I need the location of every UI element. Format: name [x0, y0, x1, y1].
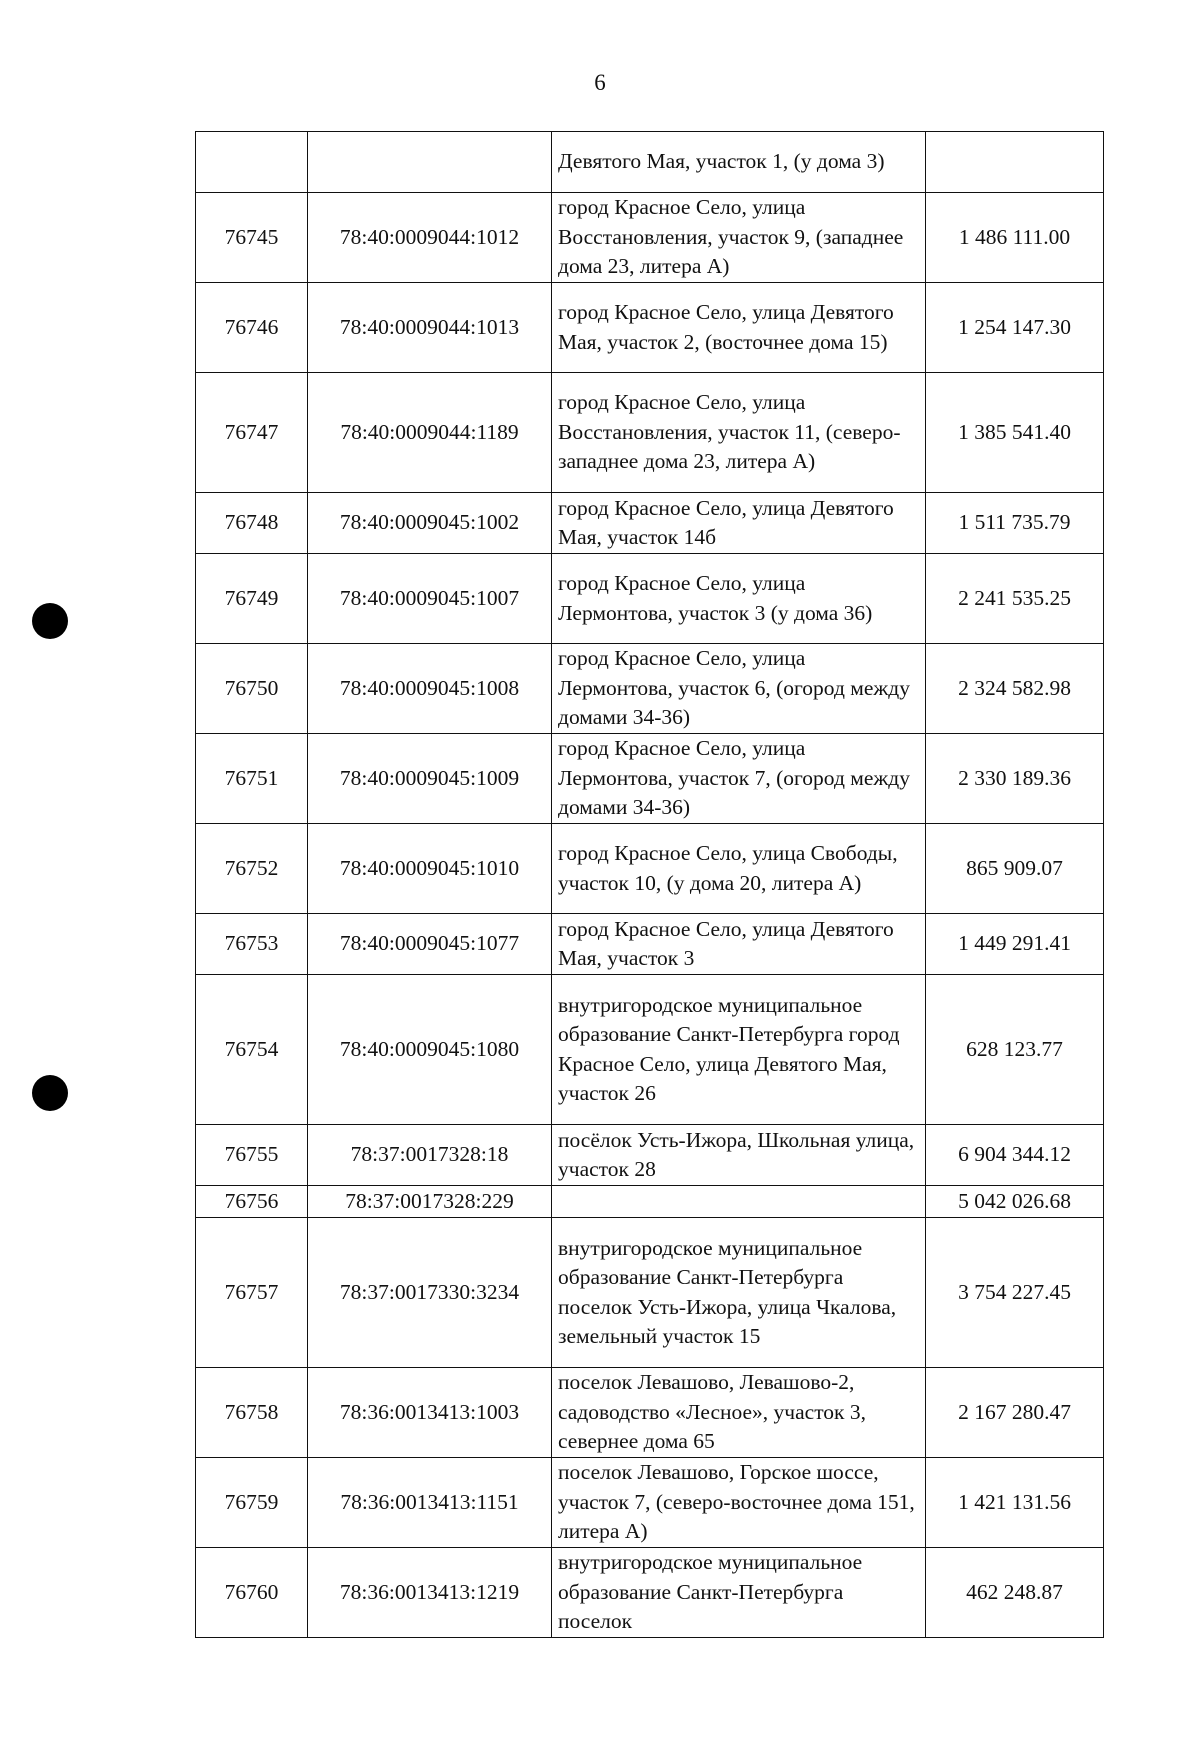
- row-number-cell: 76748: [196, 493, 308, 554]
- address-cell: поселок Левашово, Горское шоссе, участок 7, (северо-восточнее дома 151, литера А): [552, 1458, 926, 1548]
- address-cell: внутригородское муниципальное образование Санкт-Петербурга город Красное Село, улица Девятого Мая, участок 26: [552, 975, 926, 1125]
- cadastral-number-cell: 78:40:0009045:1007: [308, 554, 552, 644]
- cadastral-value-cell: 2 330 189.36: [926, 734, 1104, 824]
- row-number-cell: 76749: [196, 554, 308, 644]
- address-cell: город Красное Село, улица Лермонтова, участок 6, (огород между домами 34-36): [552, 644, 926, 734]
- row-number-cell: 76756: [196, 1186, 308, 1218]
- cadastral-number-cell: 78:37:0017328:229: [308, 1186, 552, 1218]
- row-number-cell: 76755: [196, 1125, 308, 1186]
- cadastral-value-cell: 1 486 111.00: [926, 193, 1104, 283]
- cadastral-number-cell: 78:40:0009045:1080: [308, 975, 552, 1125]
- cadastral-value-cell: 2 167 280.47: [926, 1368, 1104, 1458]
- table-row: [196, 493, 1104, 554]
- table-row: [196, 734, 1104, 824]
- cadastral-value-cell: 5 042 026.68: [926, 1186, 1104, 1218]
- table-row: [196, 193, 1104, 283]
- address-cell: город Красное Село, улица Свободы, участок 10, (у дома 20, литера А): [552, 824, 926, 914]
- cadastral-value-cell: 1 449 291.41: [926, 914, 1104, 975]
- cadastral-value-cell: 628 123.77: [926, 975, 1104, 1125]
- cadastral-number-cell: 78:40:0009044:1189: [308, 373, 552, 493]
- cadastral-number-cell: 78:40:0009044:1012: [308, 193, 552, 283]
- cadastral-value-cell: 1 421 131.56: [926, 1458, 1104, 1548]
- cadastral-number-cell: 78:40:0009045:1010: [308, 824, 552, 914]
- row-number-cell: 76753: [196, 914, 308, 975]
- table-body: [196, 132, 1104, 1638]
- punch-hole-mark: [32, 603, 68, 639]
- row-number-cell: 76759: [196, 1458, 308, 1548]
- address-cell: город Красное Село, улица Девятого Мая, участок 2, (восточнее дома 15): [552, 283, 926, 373]
- cadastral-value-cell: 3 754 227.45: [926, 1218, 1104, 1368]
- address-cell: город Красное Село, улица Лермонтова, участок 7, (огород между домами 34-36): [552, 734, 926, 824]
- table-row: [196, 554, 1104, 644]
- address-cell: город Красное Село, улица Восстановления, участок 11, (северо-западнее дома 23, литера А): [552, 373, 926, 493]
- cadastral-number-cell: 78:40:0009045:1077: [308, 914, 552, 975]
- cadastral-value-cell: 2 324 582.98: [926, 644, 1104, 734]
- cadastral-value-cell: 1 511 735.79: [926, 493, 1104, 554]
- row-number-cell: 76758: [196, 1368, 308, 1458]
- cadastral-value-cell: 1 254 147.30: [926, 283, 1104, 373]
- cadastral-value-cell: 1 385 541.40: [926, 373, 1104, 493]
- row-number-cell: 76760: [196, 1548, 308, 1638]
- cadastral-number-cell: 78:36:0013413:1151: [308, 1458, 552, 1548]
- cadastral-value-table: [195, 131, 1104, 1638]
- punch-hole-mark: [32, 1075, 68, 1111]
- row-number-cell: 76750: [196, 644, 308, 734]
- address-cell: город Красное Село, улица Девятого Мая, участок 3: [552, 914, 926, 975]
- cadastral-value-cell: 462 248.87: [926, 1548, 1104, 1638]
- table-row: [196, 644, 1104, 734]
- table-row: [196, 975, 1104, 1125]
- page-number: 6: [594, 70, 606, 95]
- cadastral-number-cell: 78:37:0017328:18: [308, 1125, 552, 1186]
- table-row: [196, 1548, 1104, 1638]
- row-number-cell: 76746: [196, 283, 308, 373]
- table-row: [196, 283, 1104, 373]
- address-cell: город Красное Село, улица Девятого Мая, участок 14б: [552, 493, 926, 554]
- address-cell: внутригородское муниципальное образование Санкт-Петербурга поселок Усть-Ижора, улица Чкалова, земельный участок 15: [552, 1218, 926, 1368]
- row-number-cell: 76754: [196, 975, 308, 1125]
- cadastral-number-cell: 78:40:0009045:1009: [308, 734, 552, 824]
- table-row: [196, 1186, 1104, 1218]
- row-number-cell: 76751: [196, 734, 308, 824]
- table-row: [196, 914, 1104, 975]
- table-row: [196, 1458, 1104, 1548]
- cadastral-number-cell: 78:36:0013413:1003: [308, 1368, 552, 1458]
- cadastral-number-cell: [308, 132, 552, 193]
- address-cell: [552, 1186, 926, 1218]
- row-number-cell: 76757: [196, 1218, 308, 1368]
- cadastral-number-cell: 78:40:0009045:1008: [308, 644, 552, 734]
- cadastral-number-cell: 78:40:0009044:1013: [308, 283, 552, 373]
- table-row: [196, 1125, 1104, 1186]
- cadastral-number-cell: 78:40:0009045:1002: [308, 493, 552, 554]
- address-cell: поселок Левашово, Левашово-2, садоводство «Лесное», участок 3, севернее дома 65: [552, 1368, 926, 1458]
- row-number-cell: [196, 132, 308, 193]
- cadastral-number-cell: 78:36:0013413:1219: [308, 1548, 552, 1638]
- address-cell: Девятого Мая, участок 1, (у дома 3): [552, 132, 926, 193]
- row-number-cell: 76752: [196, 824, 308, 914]
- address-cell: город Красное Село, улица Лермонтова, участок 3 (у дома 36): [552, 554, 926, 644]
- table-row: [196, 373, 1104, 493]
- address-cell: город Красное Село, улица Восстановления, участок 9, (западнее дома 23, литера А): [552, 193, 926, 283]
- cadastral-value-cell: 2 241 535.25: [926, 554, 1104, 644]
- cadastral-value-cell: [926, 132, 1104, 193]
- address-cell: внутригородское муниципальное образование Санкт-Петербурга поселок: [552, 1548, 926, 1638]
- cadastral-number-cell: 78:37:0017330:3234: [308, 1218, 552, 1368]
- row-number-cell: 76745: [196, 193, 308, 283]
- table-row: [196, 1368, 1104, 1458]
- table-row: [196, 1218, 1104, 1368]
- table-row: [196, 132, 1104, 193]
- cadastral-value-cell: 865 909.07: [926, 824, 1104, 914]
- address-cell: посёлок Усть-Ижора, Школьная улица, участок 28: [552, 1125, 926, 1186]
- table-row: [196, 824, 1104, 914]
- row-number-cell: 76747: [196, 373, 308, 493]
- cadastral-value-cell: 6 904 344.12: [926, 1125, 1104, 1186]
